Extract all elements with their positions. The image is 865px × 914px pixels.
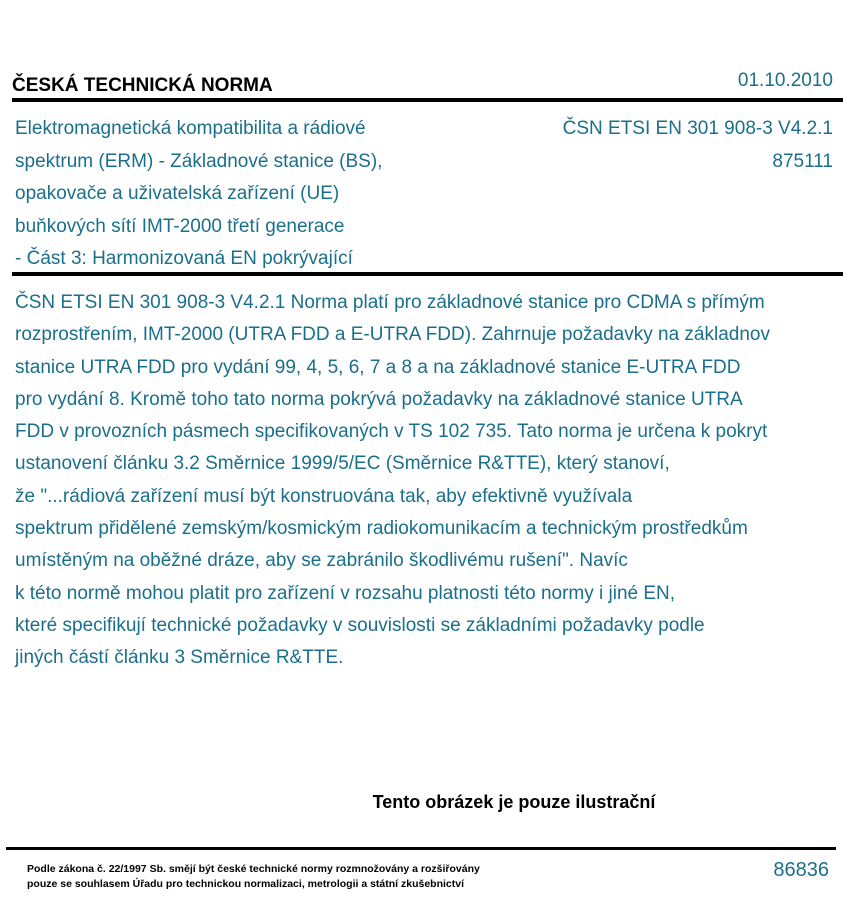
class-number: 875111 [772, 150, 833, 172]
norm-code [490, 113, 833, 178]
abstract-line: jiných částí článku 3 Směrnice R&TTE. [15, 647, 344, 669]
abstract-line: pro vydání 8. Kromě toho tato norma pokrývá požadavky na základnové stanice UTRA [15, 388, 743, 410]
abstract-line: umístěným na oběžné dráze, aby se zabránilo škodlivému rušení". Navíc [15, 550, 628, 572]
abstract-line: ustanovení článku 3.2 Směrnice 1999/5/EC (Směrnice R&TTE), který stanoví, [15, 453, 670, 475]
abstract-line: že "...rádiová zařízení musí být konstruována tak, aby efektivně využívala [15, 485, 633, 507]
illustration-note: Tento obrázek je pouze ilustrační [372, 792, 656, 812]
title-line: Elektromagnetická kompatibilita a rádiové [15, 118, 366, 139]
abstract-line: k této normě mohou platit pro zařízení v rozsahu platnosti této normy i jiné EN, [15, 582, 676, 604]
norm-designation: ČSN ETSI EN 301 908-3 V4.2.1 [562, 118, 833, 139]
catalog-number: 86836 [773, 859, 829, 881]
title-line: buňkových sítí IMT-2000 třetí generace [15, 215, 345, 237]
abstract-line: rozprostřením, IMT-2000 (UTRA FDD a E-UTRA FDD). Zahrnuje požadavky na základnov [15, 324, 770, 346]
abstract-line: stanice UTRA FDD pro vydání 99, 4, 5, 6, 7 a 8 a na základnové stanice E-UTRA FDD [15, 356, 741, 378]
legal-note [27, 862, 727, 892]
title-line: - Část 3: Harmonizovaná EN pokrývající [15, 248, 353, 269]
header-divider [12, 98, 843, 102]
title-divider [12, 272, 843, 276]
abstract-line: FDD v provozních pásmech specifikovaných v TS 102 735. Tato norma je určena k pokryt [15, 421, 768, 443]
title-line: opakovače a uživatelská zařízení (UE) [15, 183, 340, 204]
abstract-line: spektrum přidělené zemským/kosmickým radiokomunikacím a technickým prostředkům [15, 518, 748, 540]
abstract-line: které specifikují technické požadavky v souvislosti se základními požadavky podle [15, 614, 705, 636]
norm-heading: ČESKÁ TECHNICKÁ NORMA [12, 75, 273, 96]
norm-title [15, 113, 485, 276]
abstract-line: ČSN ETSI EN 301 908-3 V4.2.1 Norma platí pro základnové stanice pro CDMA s přímým [15, 292, 765, 313]
publication-date: 01.10.2010 [737, 70, 833, 91]
title-line: spektrum (ERM) - Základnové stanice (BS), [15, 150, 383, 172]
legal-line: pouze se souhlasem Úřadu pro technickou normalizaci, metrologii a státní zkušebnictví [27, 878, 465, 890]
footer-divider [6, 847, 836, 850]
norm-abstract [15, 287, 865, 675]
legal-line: Podle zákona č. 22/1997 Sb. smějí být české technické normy rozmnožovány a rozšiřovány [27, 863, 480, 875]
